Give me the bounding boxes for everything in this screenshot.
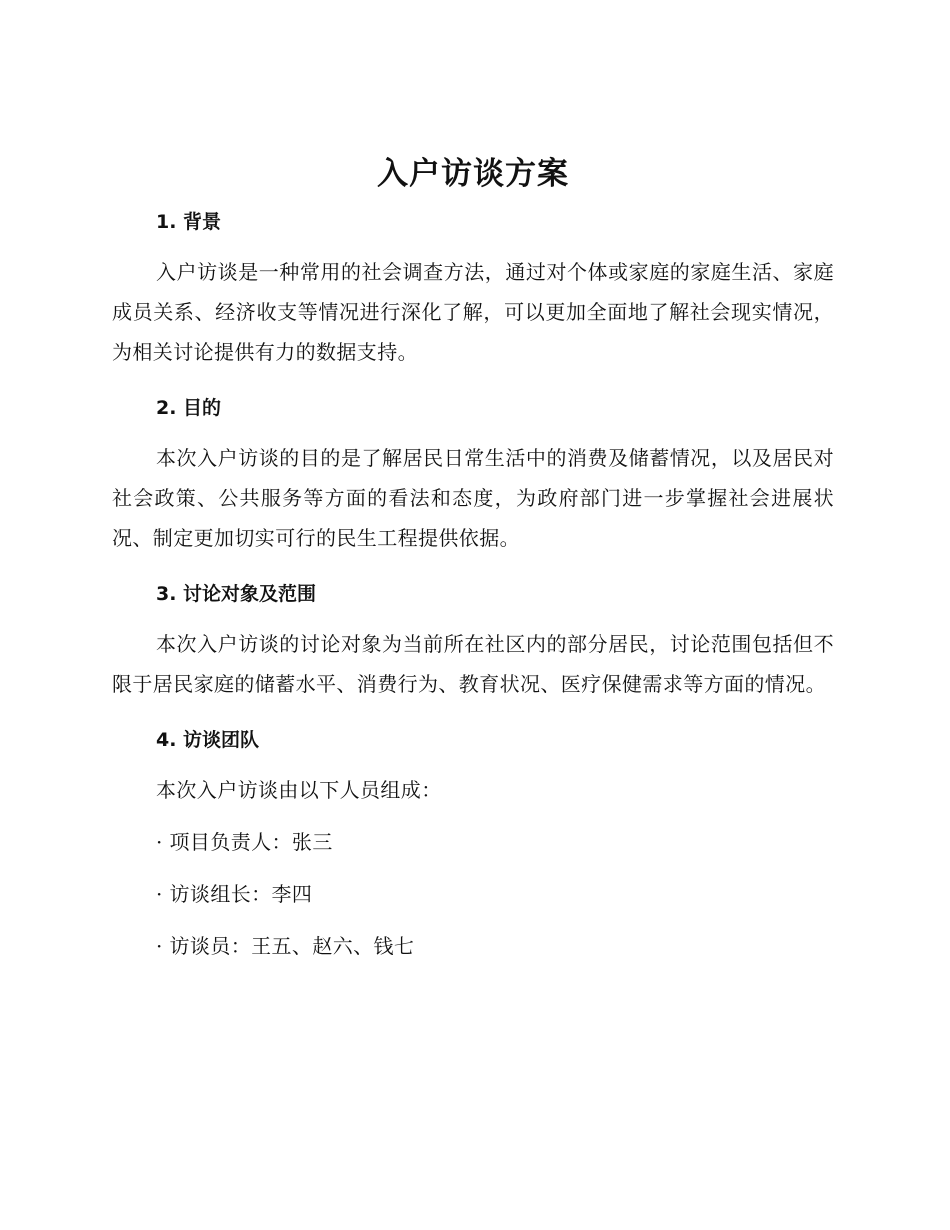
list-item-interviewers: · 访谈员：王五、赵六、钱七 <box>156 934 415 958</box>
section-paragraph-purpose: 本次入户访谈的目的是了解居民日常生活中的消费及储蓄情况，以及居民对社会政策、公共服务等方面的看法和态度，为政府部门进一步掌握社会进展状况、制定更加切实可行的民生工程提供依据。 <box>112 446 834 550</box>
section-heading-team: 4. 访谈团队 <box>156 729 260 751</box>
section-paragraph-team: 本次入户访谈由以下人员组成： <box>156 778 442 802</box>
section-heading-background: 1. 背景 <box>156 211 222 233</box>
section-paragraph-background: 入户访谈是一种常用的社会调查方法，通过对个体或家庭的家庭生活、家庭成员关系、经济收支等情况进行深化了解，可以更加全面地了解社会现实情况，为相关讨论提供有力的数据支持。 <box>112 260 834 364</box>
document-content <box>112 146 834 966</box>
document-title: 入户访谈方案 <box>377 156 569 192</box>
section-heading-scope: 3. 讨论对象及范围 <box>156 583 317 605</box>
list-item-team-leader: · 访谈组长：李四 <box>156 882 313 906</box>
section-heading-purpose: 2. 目的 <box>156 397 222 419</box>
list-item-project-lead: · 项目负责人：张三 <box>156 830 333 854</box>
section-paragraph-scope: 本次入户访谈的讨论对象为当前所在社区内的部分居民，讨论范围包括但不限于居民家庭的储蓄水平、消费行为、教育状况、医疗保健需求等方面的情况。 <box>112 632 834 696</box>
